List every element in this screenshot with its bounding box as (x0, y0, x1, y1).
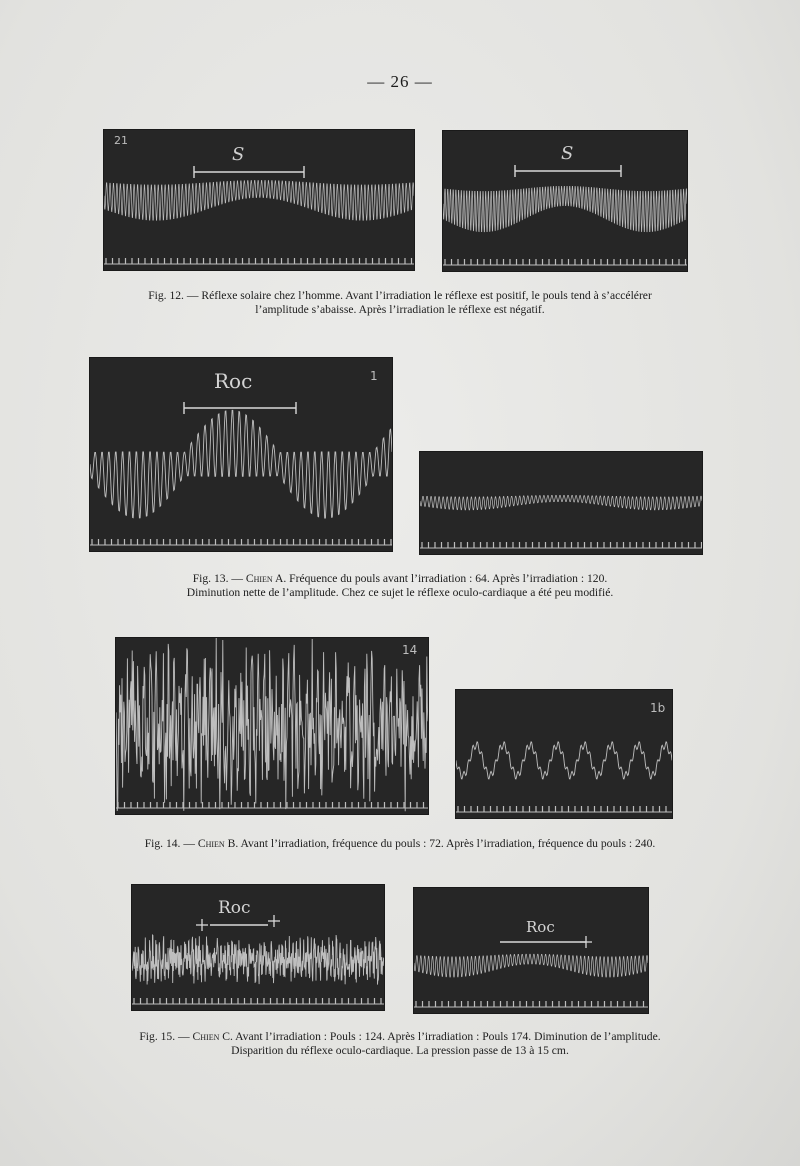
time-marker-ticks (134, 998, 381, 1004)
fig14-trace-before (116, 638, 428, 814)
caption-text: Disparition du réflexe oculo-cardiaque. La pression passe de 13 à 15 cm. (231, 1044, 569, 1057)
fig13-trace-after (420, 452, 702, 554)
annotation-mark: S (232, 144, 245, 165)
time-marker-ticks (458, 806, 666, 812)
caption-line (80, 289, 720, 303)
caption-text: Avant l’irradiation, fréquence du pouls : 72. Après l’irradiation, fréquence du pouls : 240. (240, 837, 656, 850)
corner-mark: 14 (402, 643, 418, 657)
subject-name: Chien C. (192, 1030, 233, 1043)
fig14-caption (60, 837, 740, 851)
figure-label: Fig. 14. — (144, 837, 195, 850)
fig15-trace-after (414, 888, 648, 1013)
corner-mark: 1 (370, 369, 378, 383)
pulse-trace-line (456, 742, 672, 779)
fig13-trace-before (90, 358, 392, 551)
page-number: — 26 — (367, 72, 433, 91)
fig15-caption (70, 1030, 730, 1058)
corner-mark: 21 (114, 134, 128, 147)
fig12-trace-after (443, 131, 687, 271)
pulse-trace-line (132, 935, 384, 985)
caption-line (60, 837, 740, 851)
time-marker-ticks (118, 802, 424, 808)
pulse-trace-line (90, 410, 392, 518)
figure-label: Fig. 13. — (192, 572, 243, 585)
caption-text: l’amplitude s’abaisse. Après l’irradiation le réflexe est négatif. (255, 303, 545, 316)
subject-name: Chien B. (197, 837, 239, 850)
time-marker-ticks (92, 539, 391, 545)
pulse-trace-line (116, 638, 428, 811)
time-marker-ticks (445, 259, 686, 265)
caption-text: Fréquence du pouls avant l’irradiation : 64. Après l’irradiation : 120. (289, 572, 608, 585)
time-marker-ticks (416, 1001, 644, 1007)
time-marker-ticks (422, 542, 702, 548)
pulse-trace-line (414, 954, 648, 977)
fig13-caption (100, 572, 700, 600)
caption-text: Avant l’irradiation : Pouls : 124. Après l’irradiation : Pouls 174. Diminution de l’amplitude. (235, 1030, 661, 1043)
annotation-mark: S (561, 143, 574, 164)
pulse-trace-line (420, 495, 702, 510)
caption-line (100, 572, 700, 586)
pulse-trace-line (443, 186, 687, 232)
corner-mark: 1b (650, 701, 666, 715)
annotation-mark: Roc (214, 369, 253, 393)
fig15-trace-before (132, 885, 384, 1010)
fig12-trace-before (104, 130, 414, 270)
caption-text: Réflexe solaire chez l’homme. Avant l’irradiation le réflexe est positif, le pouls tend à s’accélérer (201, 289, 652, 302)
figure-label: Fig. 15. — (139, 1030, 190, 1043)
caption-text: Diminution nette de l’amplitude. Chez ce sujet le réflexe oculo-cardiaque a été peu modifié. (186, 586, 614, 599)
figure-label: Fig. 12. — (148, 289, 199, 302)
time-marker-ticks (106, 258, 412, 264)
subject-name: Chien A. (245, 572, 287, 585)
caption-line (70, 1030, 730, 1044)
fig14-trace-after (456, 690, 672, 818)
annotation-mark: Roc (526, 918, 555, 936)
annotation-mark: Roc (218, 898, 251, 918)
fig12-caption (80, 289, 720, 317)
pulse-trace-line (104, 181, 414, 221)
